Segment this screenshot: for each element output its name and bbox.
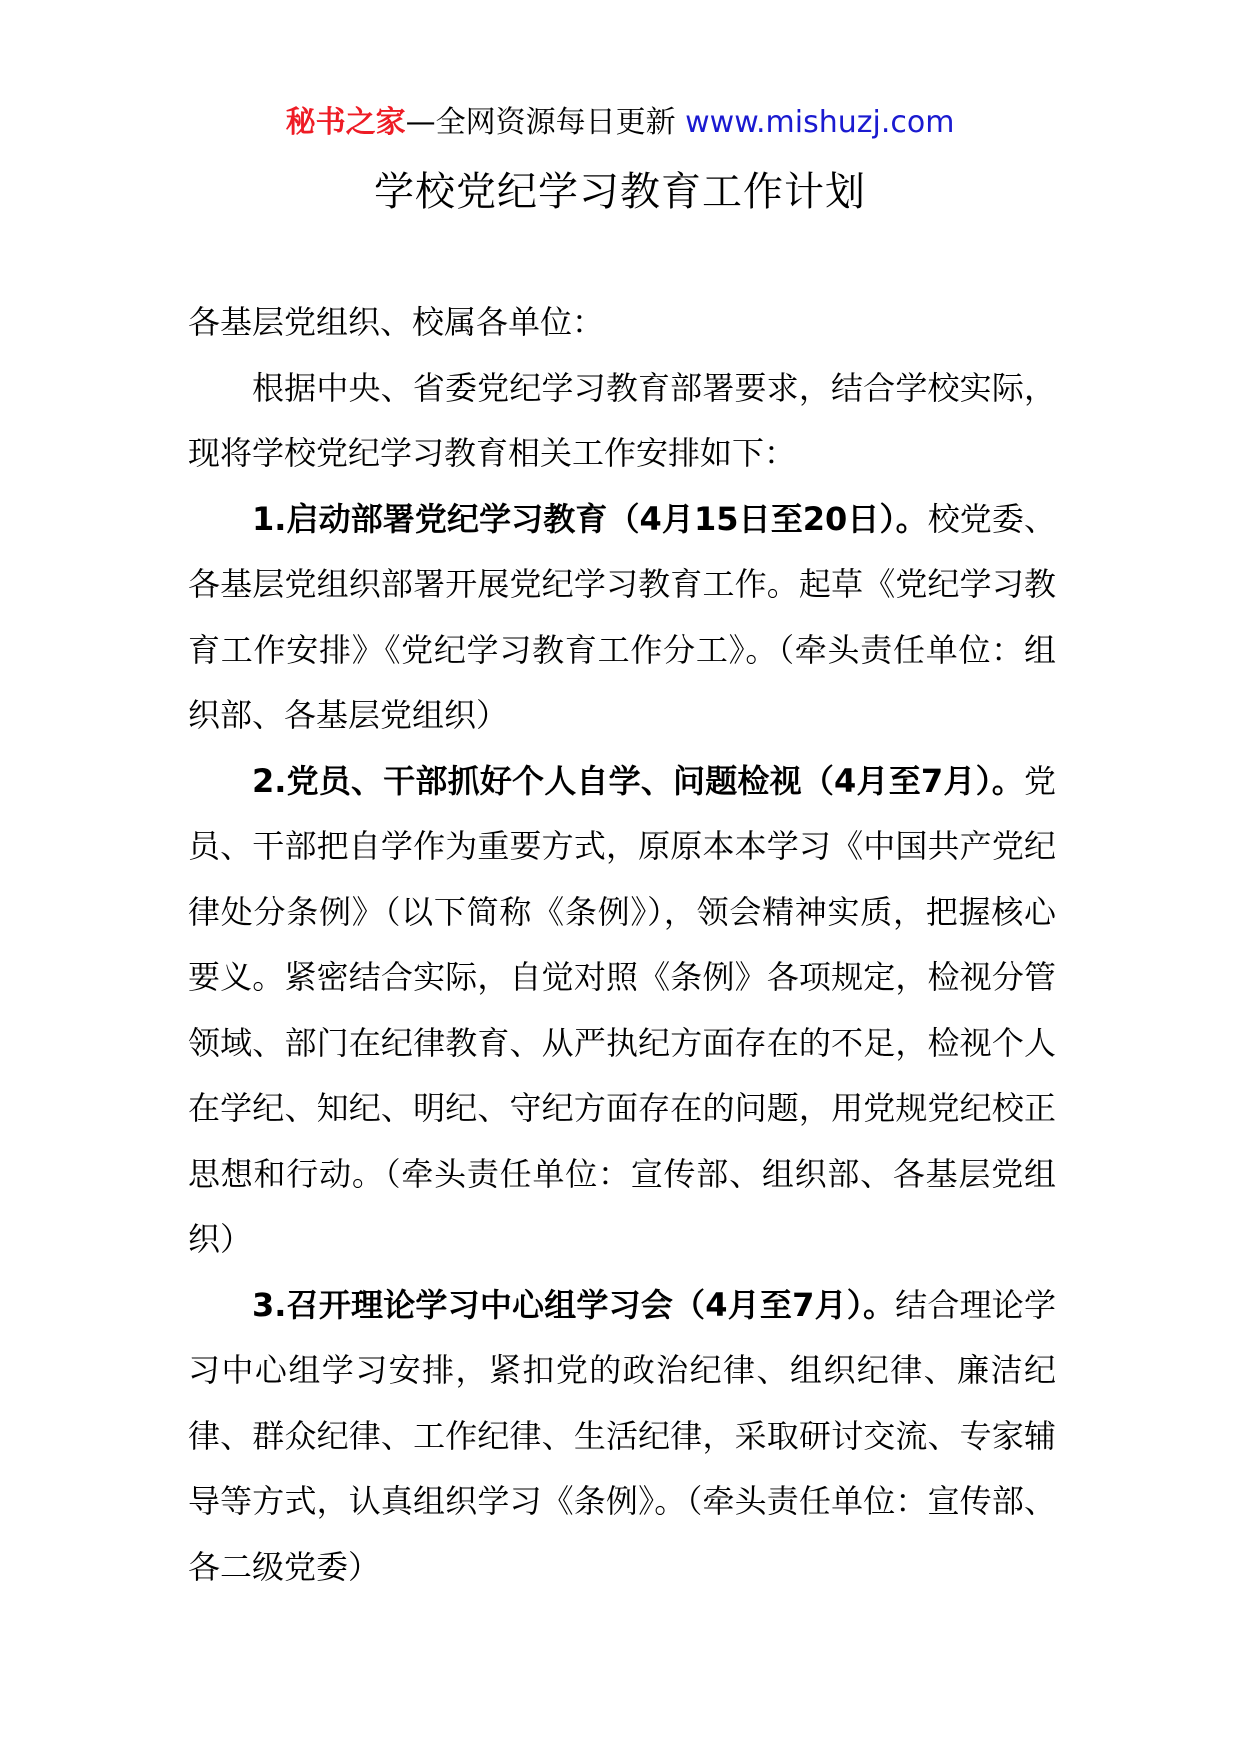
plan-item-body: 校党委、各基层党组织部署开展党纪学习教育工作。起草《党纪学习教育工作安排》《党纪学习教育工作分工》。（牵头责任单位：组织部、各基层党组织） — [188, 499, 1056, 734]
plan-item-heading: 3.召开理论学习中心组学习会（4月至7月）。 — [252, 1285, 896, 1324]
intro-paragraph: 根据中央、省委党纪学习教育部署要求，结合学校实际，现将学校党纪学习教育相关工作安排如下： — [188, 368, 1056, 472]
document-body — [188, 290, 1056, 1600]
brand-name: 秘书之家 — [285, 105, 406, 140]
plan-item-3 — [188, 1273, 1056, 1601]
site-url-link[interactable]: www.mishuzj.com — [685, 105, 955, 140]
plan-item-heading: 1.启动部署党纪学习教育（4月15日至20日）。 — [252, 499, 928, 538]
salutation: 各基层党组织、校属各单位： — [188, 303, 605, 341]
site-header — [0, 98, 1240, 148]
plan-item-1 — [188, 487, 1056, 749]
document-title: 学校党纪学习教育工作计划 — [374, 169, 866, 215]
plan-item-body: 结合理论学习中心组学习安排，紧扣党的政治纪律、组织纪律、廉洁纪律、群众纪律、工作纪律、生活纪律，采取研讨交流、专家辅导等方式，认真组织学习《条例》。（牵头责任单位：宣传部、各二级党委） — [188, 1285, 1056, 1586]
plan-item-2 — [188, 749, 1056, 1273]
header-slogan: —全网资源每日更新 — [405, 105, 686, 140]
plan-item-body: 党员、干部把自学作为重要方式，原原本本学习《中国共产党纪律处分条例》（以下简称《条例》），领会精神实质，把握核心要义。紧密结合实际，自觉对照《条例》各项规定，检视分管领域、部门在纪律教育、从严执纪方面存在的不足，检视个人在学纪、知纪、明纪、守纪方面存在的问题，用党规党纪校正思想和行动。（牵头责任单位：宣传部、组织部、各基层党组织） — [188, 761, 1056, 1258]
plan-item-heading: 2.党员、干部抓好个人自学、问题检视（4月至7月）。 — [252, 761, 1024, 800]
